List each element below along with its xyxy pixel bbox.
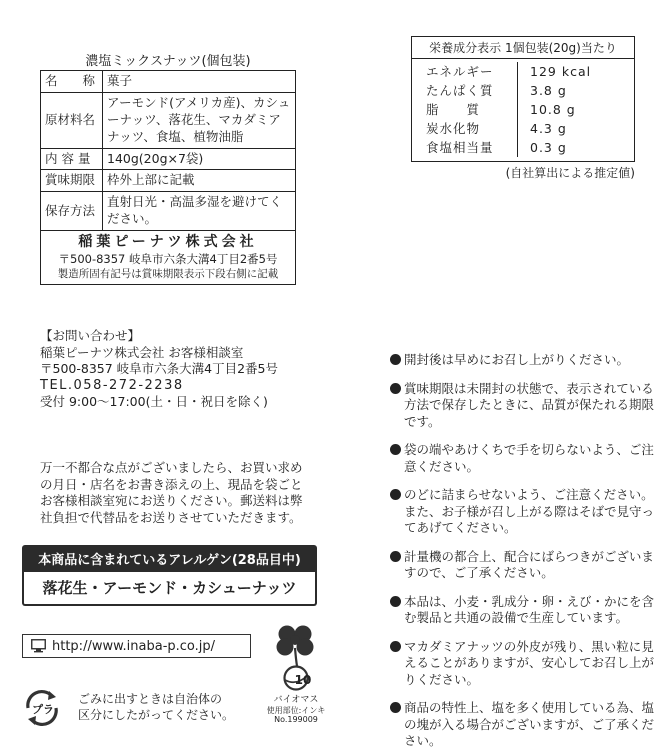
contact-company: 稲葉ピーナツ株式会社 お客様相談室 — [40, 344, 244, 360]
nutrition-note: (自社算出による推定値) — [505, 166, 635, 180]
nutrition-value: 129 kcal — [530, 64, 592, 79]
product-title: 濃塩ミックスナッツ(個包装) — [85, 54, 251, 69]
website-url[interactable]: http://www.inaba-p.co.jp/ — [52, 638, 216, 654]
caution-item — [390, 352, 660, 369]
plastic-recycle-icon — [22, 688, 62, 728]
caution-text: のどに詰まらせないよう、ご注意ください。また、お子様が召し上がる際はそばで見守ってあげてください。 — [404, 487, 655, 535]
contact-block — [40, 328, 278, 411]
bullet-icon — [390, 444, 401, 455]
caution-item — [390, 487, 660, 537]
label-value: アーモンド(アメリカ産)、カシューナッツ、落花生、マカダミアナッツ、食塩、植物油脂 — [103, 92, 296, 148]
nutrition-name: 脂 質 — [412, 100, 518, 119]
allergen-items: 落花生・アーモンド・カシューナッツ — [22, 572, 317, 606]
caution-text: 本品は、小麦・乳成分・卵・えび・かにを含む製品と共通の設備で生産しています。 — [404, 593, 655, 625]
bullet-icon — [390, 354, 401, 365]
nutrition-value: 0.3 g — [530, 140, 567, 155]
caution-text: 袋の端やあけくちで手を切らないよう、ご注意ください。 — [404, 442, 654, 474]
nutrition-name: エネルギー — [412, 62, 518, 81]
manufacturer-cell — [41, 231, 296, 285]
contact-phone: TEL.058-272-2238 — [40, 377, 184, 393]
allergen-box — [22, 545, 317, 606]
biomass-number: 10 — [294, 673, 312, 687]
label-value: 菓子 — [103, 71, 296, 93]
bullet-icon — [390, 551, 401, 562]
nutrition-name: 食塩相当量 — [412, 138, 518, 157]
nutrition-header: 栄養成分表示 1個包装(20g)当たり — [412, 37, 634, 59]
nutrition-table — [411, 36, 635, 162]
contact-address: 〒500-8357 岐阜市六条大溝4丁目2番5号 — [40, 361, 279, 376]
manufacturer-address: 〒500-8357 岐阜市六条大溝4丁目2番5号 — [58, 251, 278, 266]
label-key: 保存方法 — [41, 192, 103, 231]
bullet-icon — [390, 383, 401, 394]
caution-item — [390, 549, 660, 582]
caution-item — [390, 700, 660, 748]
manufacturer-note: 製造所固有記号は賞味期限表示下段右側に記載 — [57, 268, 279, 281]
product-label-table — [40, 70, 296, 285]
caution-text: 計量機の都合上、配合にばらつきがございますので、ご了承ください。 — [404, 548, 654, 580]
label-row-manufacturer — [41, 231, 296, 285]
label-row-ingredients — [41, 92, 296, 148]
label-key: 内 容 量 — [41, 148, 103, 170]
biomass-part: 使用部位:インキ — [266, 705, 326, 715]
caution-text: 賞味期限は未開封の状態で、表示されている方法で保存したときに、品質が保たれる期限です。 — [404, 380, 655, 429]
label-value: 直射日光・高温多湿を避けてください。 — [103, 192, 296, 231]
nutrition-value: 4.3 g — [530, 121, 567, 136]
label-row-best-before — [41, 170, 296, 192]
nutrition-value: 10.8 g — [530, 102, 576, 117]
website-box — [22, 634, 251, 658]
nutrition-row — [412, 138, 634, 157]
label-value: 枠外上部に記載 — [103, 170, 296, 192]
clover-biomass-icon — [263, 620, 329, 692]
nutrition-name: 炭水化物 — [412, 119, 518, 138]
manufacturer-name: 稲葉ピーナツ株式会社 — [78, 234, 258, 250]
bullet-icon — [390, 702, 401, 713]
caution-item — [390, 639, 660, 689]
caution-text: 商品の特性上、塩を多く使用している為、塩の塊が入る場合がございますが、ご了承ください。 — [404, 700, 655, 748]
label-key: 名 称 — [41, 71, 103, 93]
bullet-icon — [390, 596, 401, 607]
contact-heading: 【お問い合わせ】 — [40, 328, 141, 343]
caution-text: マカダミアナッツの外皮が残り、黒い粒に見えることがありますが、安心してお召し上がりください。 — [404, 638, 655, 687]
contact-hours: 受付 9:00～17:00(土・日・祝日を除く) — [40, 394, 268, 409]
label-row-storage — [41, 192, 296, 231]
label-key: 賞味期限 — [41, 170, 103, 192]
nutrition-value: 3.8 g — [530, 83, 567, 98]
computer-icon — [31, 639, 46, 653]
biomass-label: バイオマス — [273, 695, 319, 705]
caution-list — [390, 352, 660, 748]
label-key: 原材料名 — [41, 92, 103, 148]
nutrition-row — [412, 119, 634, 138]
nutrition-row — [412, 62, 634, 81]
allergen-heading: 本商品に含まれているアレルゲン(28品目中) — [22, 545, 317, 572]
disposal-note-line: 区分にしたがってください。 — [78, 707, 235, 722]
caution-item — [390, 594, 660, 627]
disposal-note — [78, 692, 234, 723]
defect-notice: 万一不都合な点がございましたら、お買い求めの月日・店名をお書き添えの上、現品を袋ごとお客様相談室宛にお送りください。郵送料は弊社負担で代替品をお送りさせていただきます。 — [40, 460, 303, 525]
recycle-mark-text: プラ — [32, 703, 54, 716]
disposal-note-line: ごみに出すときは自治体の — [78, 692, 223, 706]
label-row-name — [41, 71, 296, 93]
caution-item — [390, 381, 660, 431]
caution-text: 開封後は早めにお召し上がりください。 — [404, 352, 630, 367]
nutrition-row — [412, 100, 634, 119]
bullet-icon — [390, 641, 401, 652]
nutrition-row — [412, 81, 634, 100]
label-value: 140g(20g×7袋) — [103, 148, 296, 170]
bullet-icon — [390, 489, 401, 500]
biomass-number-id: No.199009 — [274, 715, 318, 724]
biomass-mark — [263, 620, 329, 725]
caution-item — [390, 442, 660, 475]
nutrition-name: たんぱく質 — [412, 81, 518, 100]
label-row-contents — [41, 148, 296, 170]
